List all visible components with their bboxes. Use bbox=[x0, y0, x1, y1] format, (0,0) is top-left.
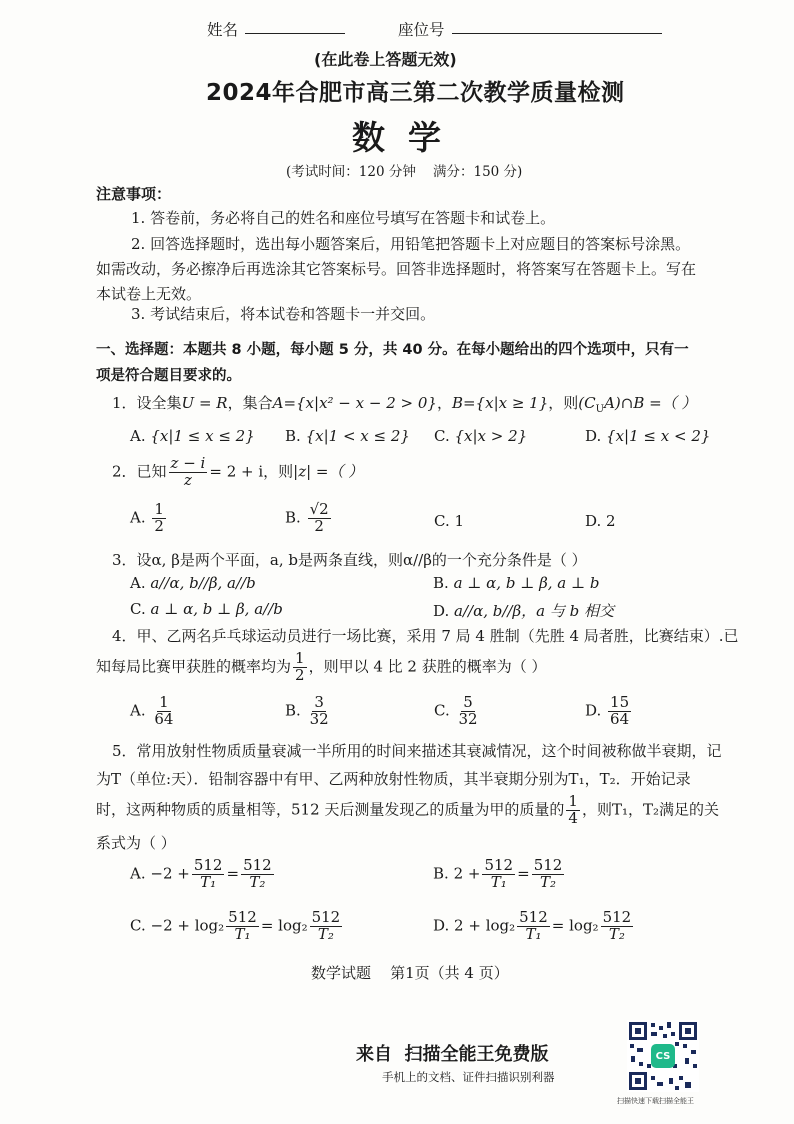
note-item-2-end: 本试卷上无效。 bbox=[96, 285, 202, 303]
q3-option-b[interactable]: B. a ⊥ α, b ⊥ β, a ⊥ b bbox=[433, 574, 600, 592]
invalid-note: (在此卷上答题无效) bbox=[314, 50, 457, 69]
q5-option-b[interactable]: B. 2 + $\frac{512}{\text{T₁}}$ = $\frac{512}{\text{T₂}}$ bbox=[433, 856, 563, 891]
scanner-watermark-subtitle: 手机上的文档、证件扫描识别利器 bbox=[382, 1070, 555, 1084]
seat-label: 座位号 bbox=[398, 21, 445, 39]
q2-option-a[interactable]: A. $\frac{1}{2}$ bbox=[130, 500, 164, 535]
q1-option-b[interactable]: B. {x|1 < x ≤ 2} bbox=[285, 427, 410, 445]
qr-caption: 扫描快速下载扫描全能王 bbox=[617, 1097, 694, 1105]
question-4-line1: 4．甲、乙两名乒乓球运动员进行一场比赛，采用 7 局 4 胜制（先胜 4 局者胜，比赛结束）.已 bbox=[112, 627, 739, 645]
q2-option-b[interactable]: B. $\frac{√2}{2}$ bbox=[285, 500, 329, 535]
q2-option-d[interactable]: D. 2 bbox=[585, 512, 616, 530]
notes-title: 注意事项： bbox=[96, 185, 172, 203]
q1-option-a[interactable]: A. {x|1 ≤ x ≤ 2} bbox=[130, 427, 255, 445]
question-4-line2: 知每局比赛甲获胜的概率均为 $\frac{1}{2}$ ，则甲以 4 比 2 获胜的概率为（ ） bbox=[96, 649, 547, 684]
note-item-3: 3. 考试结束后，将本试卷和答题卡一并交回。 bbox=[131, 305, 436, 323]
q5-option-c[interactable]: C. −2 + log₂ $\frac{512}{\text{T₁}}$ = log₂ $\frac{512}{\text{T₂}}$ bbox=[130, 908, 341, 943]
q4-option-a[interactable]: A. $\frac{1}{64}$ bbox=[130, 693, 174, 728]
q3-option-c[interactable]: C. a ⊥ α, b ⊥ β, a//b bbox=[130, 600, 283, 618]
exam-time-info: (考试时间：120 分钟 满分：150 分) bbox=[286, 164, 523, 180]
q5-option-a[interactable]: A. −2 + $\frac{512}{\text{T₁}}$ = $\frac{512}{\text{T₂}}$ bbox=[130, 856, 272, 891]
section1-heading-cont: 项是符合题目要求的。 bbox=[96, 368, 241, 384]
question-5-line4: 系式为（ ） bbox=[96, 834, 176, 852]
q1-option-d[interactable]: D. {x|1 ≤ x < 2} bbox=[585, 427, 711, 445]
q2-option-c[interactable]: C. 1 bbox=[434, 512, 465, 530]
qr-code[interactable] bbox=[627, 1020, 699, 1092]
note-item-2: 2. 回答选择题时，选出每小题答案后，用铅笔把答题卡上对应题目的答案标号涂黑。 bbox=[131, 235, 691, 253]
note-item-2-cont: 如需改动，务必擦净后再选涂其它答案标号。回答非选择题时，将答案写在答题卡上。写在 bbox=[96, 260, 697, 278]
q4-option-b[interactable]: B. $\frac{3}{32}$ bbox=[285, 693, 329, 728]
seat-blank[interactable] bbox=[452, 19, 662, 34]
section1-heading: 一、选择题：本题共 8 小题，每小题 5 分，共 40 分。在每小题给出的四个选项中，只有一 bbox=[96, 342, 689, 358]
q4-option-c[interactable]: C. $\frac{5}{32}$ bbox=[434, 693, 478, 728]
question-2-stem: 2．已知 $\frac{z - i}{z}$ = 2 + i，则|z| =（ ） bbox=[112, 454, 364, 489]
q4-option-d[interactable]: D. $\frac{15}{64}$ bbox=[585, 693, 630, 728]
question-1-stem: 1．设全集U = R，集合A={x|x² − x − 2 > 0}，B={x|x ≥ 1}，则$(C_UA)\cap B$ =（ ） bbox=[112, 394, 697, 415]
qr-app-logo-icon: CS bbox=[655, 1050, 671, 1062]
question-5-line2: 为T（单位:天）．铅制容器中有甲、乙两种放射性物质，其半衰期分别为T₁，T₂．开始记录 bbox=[96, 770, 691, 788]
exam-title: 2024年合肥市高三第二次教学质量检测 bbox=[206, 80, 625, 106]
note-item-1: 1. 答卷前，务必将自己的姓名和座位号填写在答题卡和试卷上。 bbox=[131, 209, 556, 227]
q1-option-c[interactable]: C. {x|x > 2} bbox=[434, 427, 528, 445]
question-5-line3: 时，这两种物质的质量相等，512 天后测量发现乙的质量为甲的质量的 $\frac{1}{4}$ ，则T₁，T₂满足的关 bbox=[96, 792, 719, 827]
q5-option-d[interactable]: D. 2 + log₂ $\frac{512}{\text{T₁}}$ = log₂ $\frac{512}{\text{T₂}}$ bbox=[433, 908, 632, 943]
question-3-stem: 3．设α, β是两个平面，a, b是两条直线，则α//β的一个充分条件是（ ） bbox=[112, 551, 587, 569]
subject-title: 数 学 bbox=[352, 118, 441, 157]
name-label: 姓名 bbox=[207, 21, 239, 39]
page-number: 数学试题 第1页（共 4 页） bbox=[311, 964, 509, 982]
question-5-line1: 5．常用放射性物质质量衰减一半所用的时间来描述其衰减情况，这个时间被称做半衰期，记 bbox=[112, 742, 722, 760]
q3-option-a[interactable]: A. a//α, b//β, a//b bbox=[130, 574, 256, 592]
q3-option-d[interactable]: D. a//α, b//β，a 与 b 相交 bbox=[433, 602, 614, 620]
scanner-watermark-title: 来自 扫描全能王免费版 bbox=[356, 1044, 549, 1065]
name-blank[interactable] bbox=[245, 19, 345, 34]
